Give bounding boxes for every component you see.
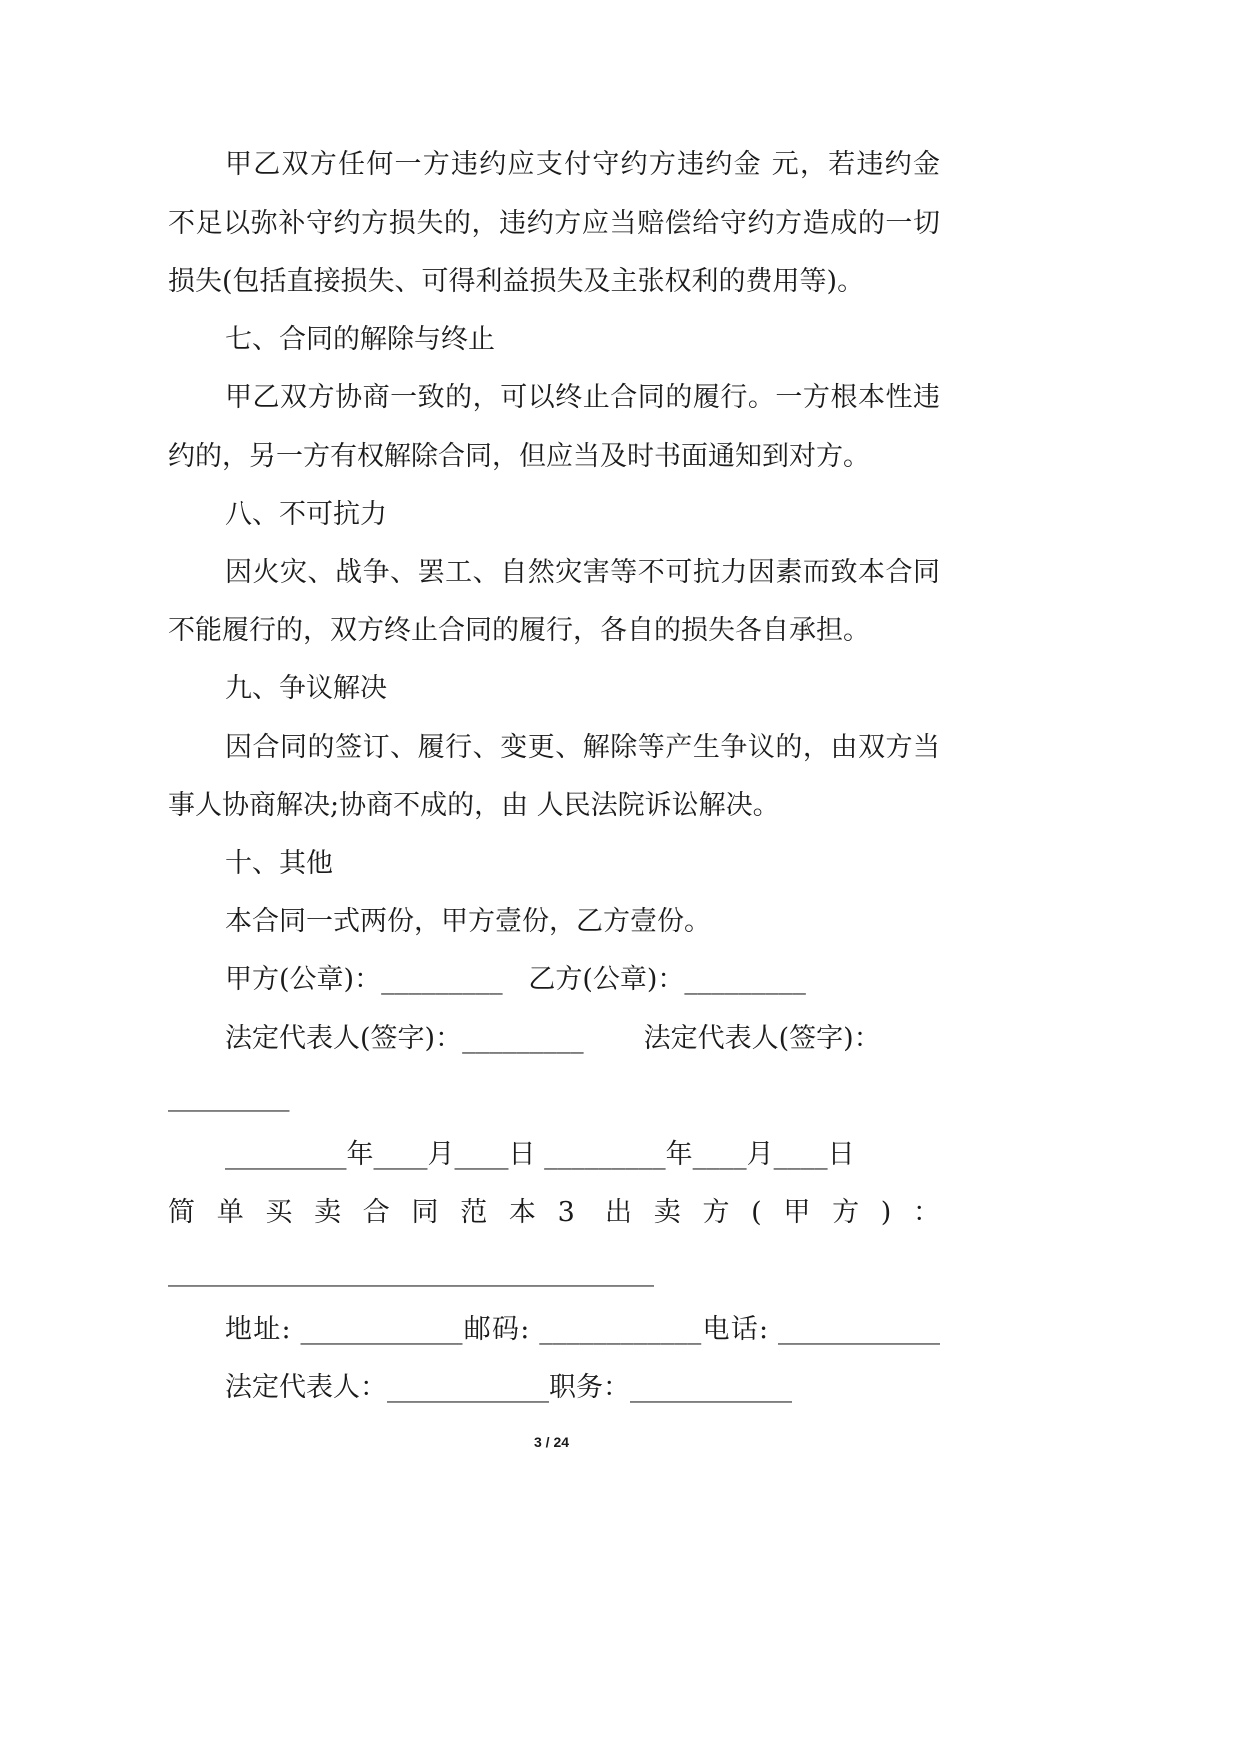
section-9-text-line-2: 事人协商解决;协商不成的，由 人民法院诉讼解决。 bbox=[168, 790, 780, 821]
signature-blank-continuation: _________ bbox=[168, 1081, 290, 1112]
section-8-text-line-1: 因火灾、战争、罢工、自然灾害等不可抗力因素而致本合同 bbox=[225, 557, 940, 588]
section-9-text-line-1: 因合同的签订、履行、变更、解除等产生争议的，由双方当 bbox=[225, 732, 940, 763]
section-10-text: 本合同一式两份，甲方壹份，乙方壹份。 bbox=[225, 906, 711, 937]
seller-contact-line: 地址: ____________邮码: ____________电话: ____________ bbox=[225, 1314, 940, 1345]
page-number: 3 / 24 bbox=[533, 1434, 570, 1450]
clause-6-text-line-2: 不足以弥补守约方损失的，违约方应当赔偿给守约方造成的一切 bbox=[168, 208, 940, 239]
seller-representative-line: 法定代表人：____________职务：____________ bbox=[225, 1372, 792, 1403]
section-7-heading: 七、合同的解除与终止 bbox=[225, 324, 495, 355]
section-9-heading: 九、争议解决 bbox=[225, 673, 387, 704]
signing-date-line: _________年____月____日 _________年____月____日 bbox=[225, 1139, 855, 1170]
clause-6-text-line-1: 甲乙双方任何一方违约应支付守约方违约金 元，若违约金 bbox=[225, 149, 940, 180]
section-8-heading: 八、不可抗力 bbox=[225, 499, 387, 530]
section-10-heading: 十、其他 bbox=[225, 848, 333, 879]
contract-template-3-title: 简单买卖合同范本3 出卖方(甲方)： bbox=[168, 1197, 940, 1228]
seller-name-blank: ____________________________________ bbox=[168, 1256, 654, 1287]
legal-representative-signature-line: 法定代表人(签字)：_________ 法定代表人(签字)： bbox=[225, 1023, 881, 1054]
clause-6-text-line-3: 损失(包括直接损失、可得利益损失及主张权利的费用等)。 bbox=[168, 266, 865, 297]
party-seal-line: 甲方(公章)：_________ 乙方(公章)：_________ bbox=[225, 964, 806, 995]
section-7-text-line-2: 约的，另一方有权解除合同，但应当及时书面通知到对方。 bbox=[168, 441, 870, 472]
section-8-text-line-2: 不能履行的，双方终止合同的履行，各自的损失各自承担。 bbox=[168, 615, 870, 646]
section-7-text-line-1: 甲乙双方协商一致的，可以终止合同的履行。一方根本性违 bbox=[225, 382, 940, 413]
